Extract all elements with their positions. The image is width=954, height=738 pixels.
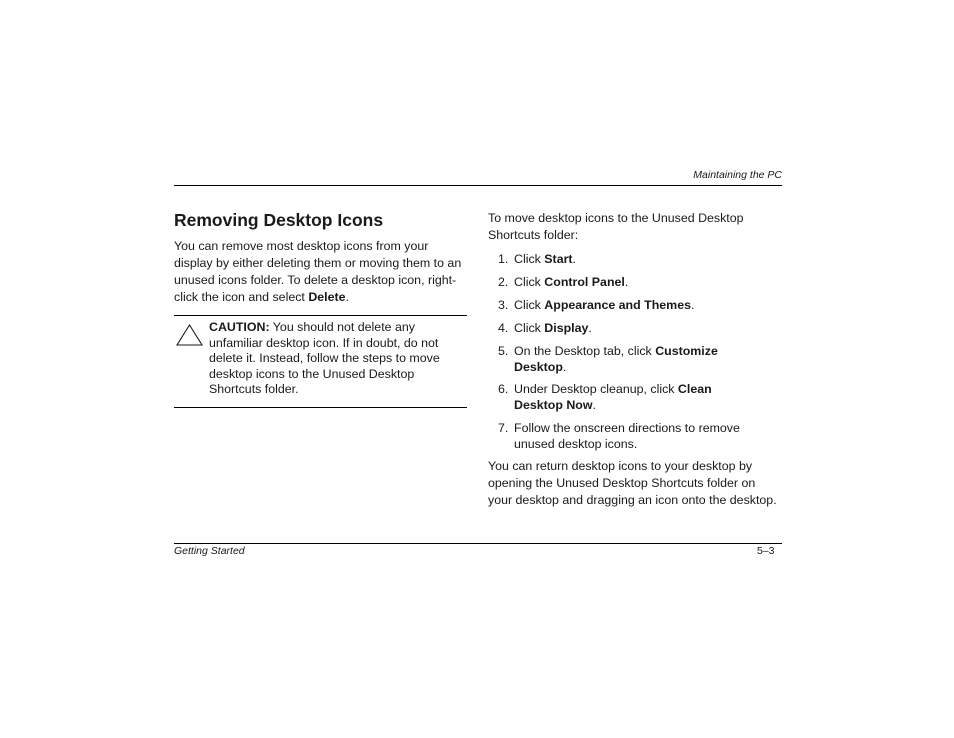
caution-top-rule — [174, 315, 467, 316]
steps-intro: To move desktop icons to the Unused Desktop Shortcuts folder: — [488, 211, 744, 242]
warning-triangle-icon — [176, 324, 203, 346]
step-text: Click — [514, 275, 545, 289]
intro-paragraph — [174, 238, 467, 306]
section-heading: Removing Desktop Icons — [174, 210, 384, 230]
left-column — [174, 208, 467, 232]
step-item — [498, 382, 782, 413]
step-text: On the Desktop tab, click — [514, 344, 656, 358]
step-text: Click — [514, 321, 545, 335]
step-bold: Appearance and Themes — [544, 298, 691, 312]
step-number: 2. — [498, 275, 509, 289]
step-text: Click — [514, 298, 545, 312]
running-header: Maintaining the PC — [693, 169, 782, 181]
intro-end: . — [345, 290, 349, 304]
step-number: 4. — [498, 321, 509, 335]
step-number: 7. — [498, 421, 509, 435]
step-end: . — [624, 275, 629, 289]
caution-label: CAUTION: — [209, 320, 270, 334]
step-end: . — [588, 321, 592, 335]
step-bold: Start — [544, 252, 573, 266]
step-text: Follow the onscreen directions to remove unused desktop icons. — [514, 421, 740, 451]
step-bold: Customize Desktop — [514, 344, 718, 374]
step-text: Click — [514, 252, 545, 266]
caution-bottom-rule — [174, 407, 467, 408]
intro-text: You can remove most desktop icons from your display by either deleting them or moving them to an unused icons folder. To delete a desktop icon, right-click the icon and select — [174, 239, 462, 304]
step-text: Under Desktop cleanup, click — [514, 382, 678, 396]
step-end: . — [592, 397, 596, 412]
intro-bold-term: Delete — [308, 290, 346, 304]
step-end: . — [572, 252, 576, 266]
step-bold: Display — [544, 321, 589, 335]
step-item — [498, 275, 782, 291]
step-number: 1. — [498, 252, 509, 266]
caution-body: You should not delete any unfamiliar desktop icon. If in doubt, do not delete it. Instead, follow the steps to move desktop icons to the Unused Desktop Shortcuts folder. — [209, 320, 440, 397]
page-number: 5–3 — [757, 545, 775, 557]
footer-rule — [174, 543, 782, 544]
step-item — [498, 321, 782, 337]
step-item — [498, 252, 782, 268]
right-column — [488, 210, 782, 507]
step-number: 6. — [498, 382, 509, 396]
header-rule — [174, 185, 782, 186]
step-item — [498, 344, 782, 375]
closing-paragraph: You can return desktop icons to your desktop by opening the Unused Desktop Shortcuts folder on your desktop and dragging an icon onto the desktop. — [488, 459, 777, 507]
step-end: . — [562, 359, 567, 374]
step-number: 3. — [498, 298, 509, 312]
step-item — [498, 298, 782, 314]
footer-doc-title: Getting Started — [174, 545, 245, 557]
step-end: . — [690, 298, 695, 312]
step-bold: Clean Desktop Now — [514, 382, 712, 412]
step-bold: Control Panel — [544, 275, 625, 289]
step-item — [498, 421, 782, 452]
step-number: 5. — [498, 344, 509, 358]
caution-text — [209, 320, 467, 398]
